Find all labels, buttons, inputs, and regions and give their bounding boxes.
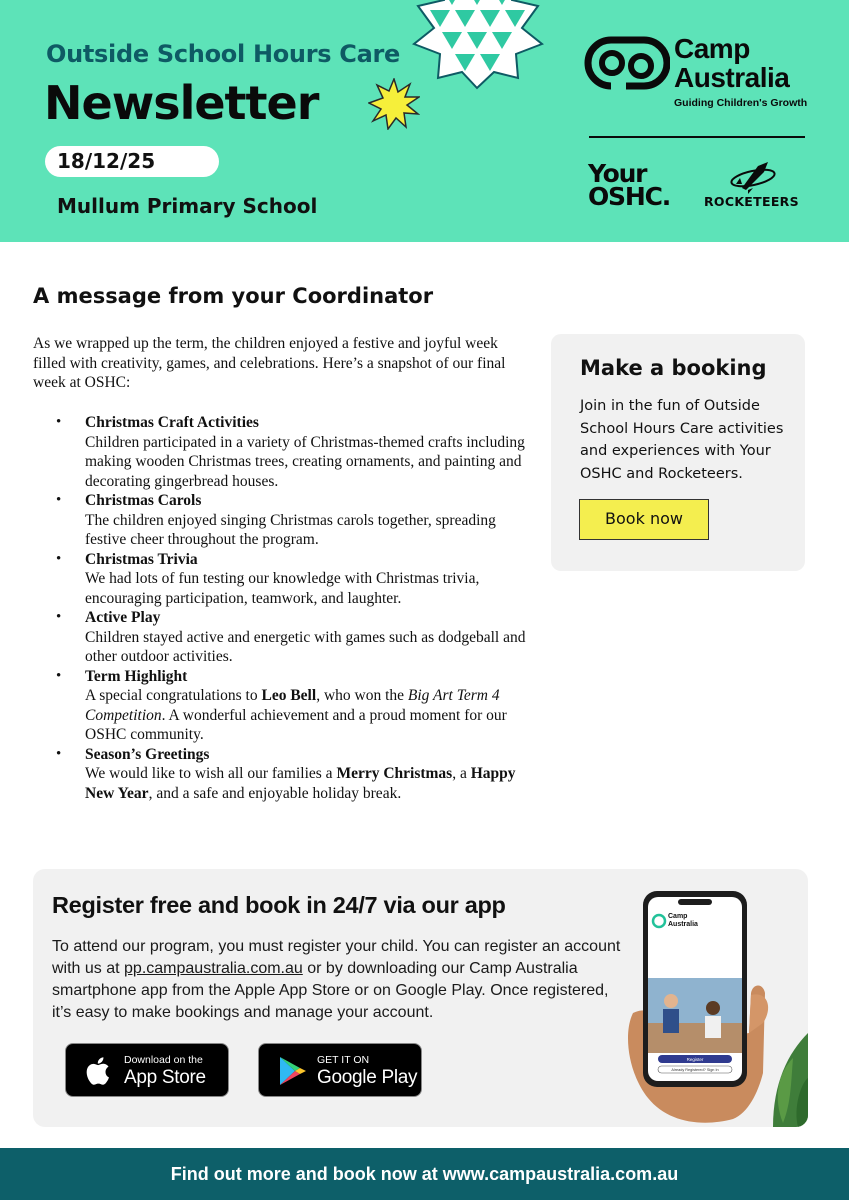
list-item: • Season’s Greetings We would like to wish all our families a Merry Christmas, a Happy New Year, and a safe and enjoyable holiday break. bbox=[56, 745, 536, 804]
booking-text: Join in the fun of Outside School Hours Care activities and experiences with Your OSHC and Rocketeers. bbox=[580, 398, 784, 482]
booking-card bbox=[551, 334, 805, 571]
app-heading: Register free and book in 24/7 via our app bbox=[52, 892, 506, 918]
sunburst-icon bbox=[368, 78, 420, 130]
apple-icon bbox=[82, 1054, 116, 1088]
app-promo-panel bbox=[33, 869, 808, 1127]
phone-in-hand-illustration bbox=[623, 883, 808, 1127]
highlights-list bbox=[56, 413, 536, 803]
camp-australia-logo-icon bbox=[584, 36, 670, 90]
your-oshc-logo: Your OSHC. bbox=[588, 159, 671, 211]
date-badge: 18/12/25 bbox=[45, 146, 219, 177]
brand-name: Camp Australia bbox=[674, 33, 790, 93]
google-play-button[interactable]: GET IT ON Google Play bbox=[258, 1043, 422, 1097]
coordinator-heading: A message from your Coordinator bbox=[33, 284, 434, 308]
list-item: • Christmas Craft Activities Children participated in a variety of Christmas-themed crafts including making wooden Christmas trees, creating ornaments, and painting and decorating gingerbread houses. bbox=[56, 413, 536, 491]
list-item: • Christmas Trivia We had lots of fun testing our knowledge with Christmas trivia, encouraging participation, teamwork, and laughter. bbox=[56, 550, 536, 609]
book-now-button[interactable]: Book now bbox=[579, 499, 709, 540]
footer-banner: Find out more and book now at www.campaustralia.com.au bbox=[0, 1148, 849, 1200]
rocketeers-logo: ROCKETEERS bbox=[704, 194, 799, 209]
school-name: Mullum Primary School bbox=[57, 194, 318, 218]
star-decoration-icon bbox=[400, 0, 555, 90]
newsletter-subtitle: Outside School Hours Care bbox=[46, 40, 401, 68]
google-play-icon bbox=[275, 1054, 309, 1088]
rocket-icon bbox=[728, 158, 778, 194]
page-title: Newsletter bbox=[44, 76, 319, 130]
camp-australia-brand bbox=[584, 34, 814, 114]
booking-heading: Make a booking bbox=[580, 356, 767, 380]
brand-tagline: Guiding Children's Growth bbox=[674, 97, 808, 109]
divider bbox=[589, 136, 805, 138]
header-banner bbox=[0, 0, 849, 242]
list-item: • Christmas Carols The children enjoyed singing Christmas carols together, spreading festive cheer throughout the program. bbox=[56, 491, 536, 550]
registration-link[interactable]: pp.campaustralia.com.au bbox=[124, 960, 303, 977]
svg-text:Register: Register bbox=[686, 1057, 704, 1062]
list-item: • Term Highlight A special congratulations to Leo Bell, who won the Big Art Term 4 Competition. A wonderful achievement and a proud moment for our OSHC community. bbox=[56, 667, 536, 745]
svg-text:Camp: Camp bbox=[668, 913, 688, 920]
svg-text:Australia: Australia bbox=[668, 921, 698, 928]
app-store-button[interactable]: Download on the App Store bbox=[65, 1043, 229, 1097]
list-item: • Active Play Children stayed active and energetic with games such as dodgeball and other outdoor activities. bbox=[56, 608, 536, 667]
coordinator-intro: As we wrapped up the term, the children enjoyed a festive and joyful week filled with creativity, games, and celebrations. Here’s a snapshot of our final week at OSHC: bbox=[33, 335, 506, 391]
app-text: To attend our program, you must register your child. You can register an account with us at pp.campaustralia.com.au or by downloading our Camp Australia smartphone app from the Apple App Store or on Google Play. Once registered, it’s easy to make bookings and manage your account. bbox=[52, 938, 621, 1021]
svg-text:Already Registered? Sign In: Already Registered? Sign In bbox=[671, 1068, 719, 1072]
